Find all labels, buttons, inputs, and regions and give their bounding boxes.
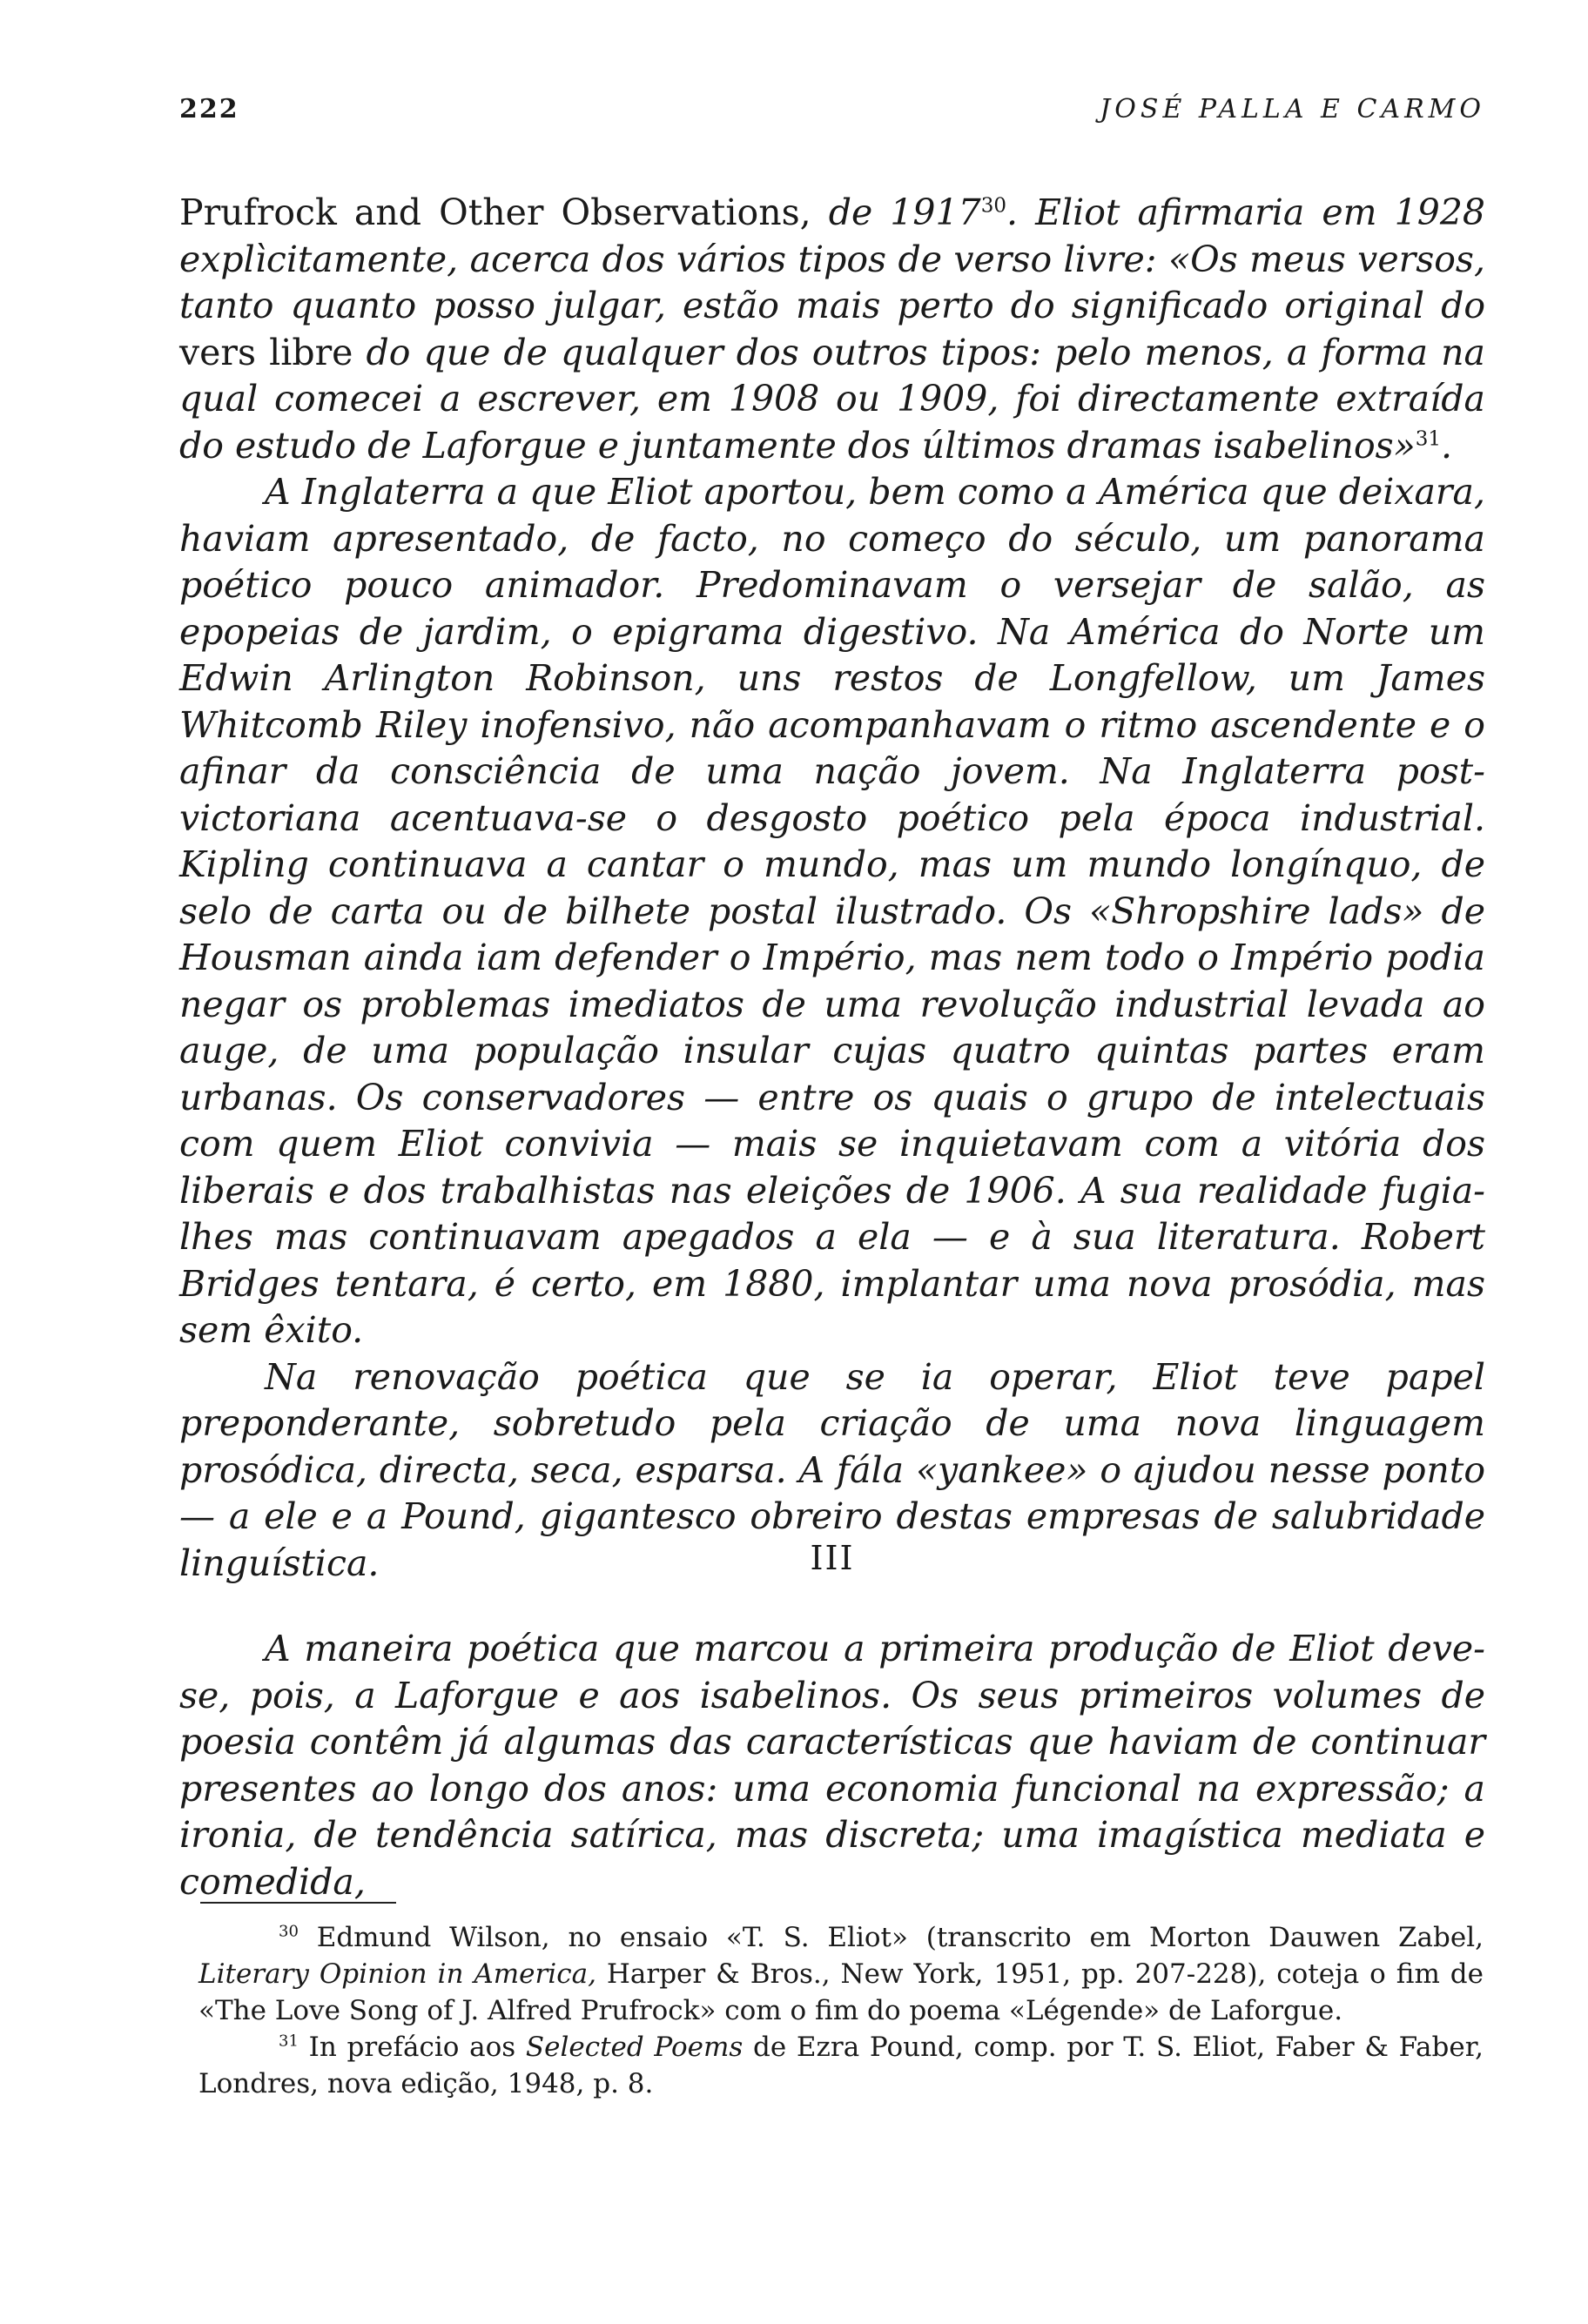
footnote-divider [200,1902,396,1904]
paragraph-4: A maneira poética que marcou a primeira produção de Eliot deve-se, pois, a Laforgue e aos isabelinos. Os seus primeiros volumes de poesia contêm já algumas das características que haviam de continuar presentes ao longo dos anos: uma economia funcional na expressão; a ironia, de tendência satírica, mas discreta; uma imagística mediata e comedida, [179,1628,1485,1903]
paragraph-3: Na renovação poética que se ia operar, Eliot teve papel preponderante, sobretudo pela criação de uma nova linguagem prosódica, directa, seca, esparsa. A fála «yankee» o ajudou nesse ponto — a ele e a Pound, gigantesco obreiro destas empresas de salubridade linguística. [179,1355,1485,1584]
footnotes [198,1919,1484,2102]
page-number: 222 [179,94,239,124]
footnote-31 [198,2029,1484,2102]
footnote-text: In prefácio aos [298,2032,526,2063]
body-text [179,190,1485,1587]
paragraph-1-text-a: de 1917 [811,191,981,233]
footnote-text: Edmund Wilson, no ensaio «T. S. Eliot» (transcrito em Morton Dauwen Zabel, [298,1922,1484,1953]
section-text [179,1626,1485,1905]
paragraph-1-text-d: . [1441,424,1453,467]
footnote-30 [198,1919,1484,2029]
footnote-number: 31 [279,2032,299,2051]
paragraph-1-text-c: do que de qualquer dos outros tipos: pelo menos, a forma na qual comecei a escrever, em 1908 ou 1909, foi directamente extraída do estudo de Laforgue e juntamente dos últimos dramas isabelinos» [179,331,1485,467]
section-heading: III [810,1539,855,1577]
paragraph-2: A Inglaterra a que Eliot aportou, bem como a América que deixara, haviam apresentado, de facto, no começo do século, um panorama poético pouco animador. Predominavam o versejar de salão, as epopeias de jardim, o epigrama digestivo. Na América do Norte um Edwin Arlington Robinson, uns restos de Longfellow, um James Whitcomb Riley inofensivo, não acompanhavam o ritmo ascendente e o afinar da consciência de uma nação jovem. Na Inglaterra post-victoriana acentuava-se o desgosto poético pela época industrial. Kipling continuava a cantar o mundo, mas um mundo longínquo, de selo de carta ou de bilhete postal ilustrado. Os «Shropshire lads» de Housman ainda iam defender o Império, mas nem todo o Império podia negar os problemas imediatos de uma revolução industrial levada ao auge, de uma população insular cujas quatro quintas partes eram urbanas. Os conservadores — entre os quais o grupo de intelectuais com quem Eliot convivia — mais se inquietavam com a vitória dos liberais e dos trabalhistas nas eleições de 1906. A sua realidade fugia-lhes mas continuavam apegados a ela — e à sua literatura. Robert Bridges tentara, é certo, em 1880, implantar uma nova prosódia, mas sem êxito. [179,471,1485,1351]
paragraph-1 [179,190,1485,469]
paragraph-1-text-b: . Eliot afirmaria em 1928 explìcitamente, acerca dos vários tipos de verso livre: «Os meus versos, tanto quanto posso julgar, estão mais perto do significado original do [179,191,1485,326]
book-title: Prufrock and Other Observations, [179,191,811,233]
footnote-text: Harper & Bros., New York, 1951, pp. 207-228), coteja o fim de «The Love Song of J. Alfred Prufrock» com o fim do poema «Légende» de Laforgue. [198,1958,1484,2026]
footnote-text: de Ezra Pound, comp. por T. S. Eliot, Faber & Faber, Londres, nova edição, 1948, p. 8. [198,2032,1484,2099]
running-head: JOSÉ PALLA E CARMO [1100,94,1485,124]
footnote-number: 30 [279,1922,299,1941]
footnote-italic: Selected Poems [525,2032,744,2063]
vers-libre-term: vers libre [179,331,353,373]
footnote-italic: Literary Opinion in America, [198,1958,596,1990]
footnote-ref-30: 30 [980,194,1006,218]
footnote-ref-31: 31 [1415,427,1442,450]
